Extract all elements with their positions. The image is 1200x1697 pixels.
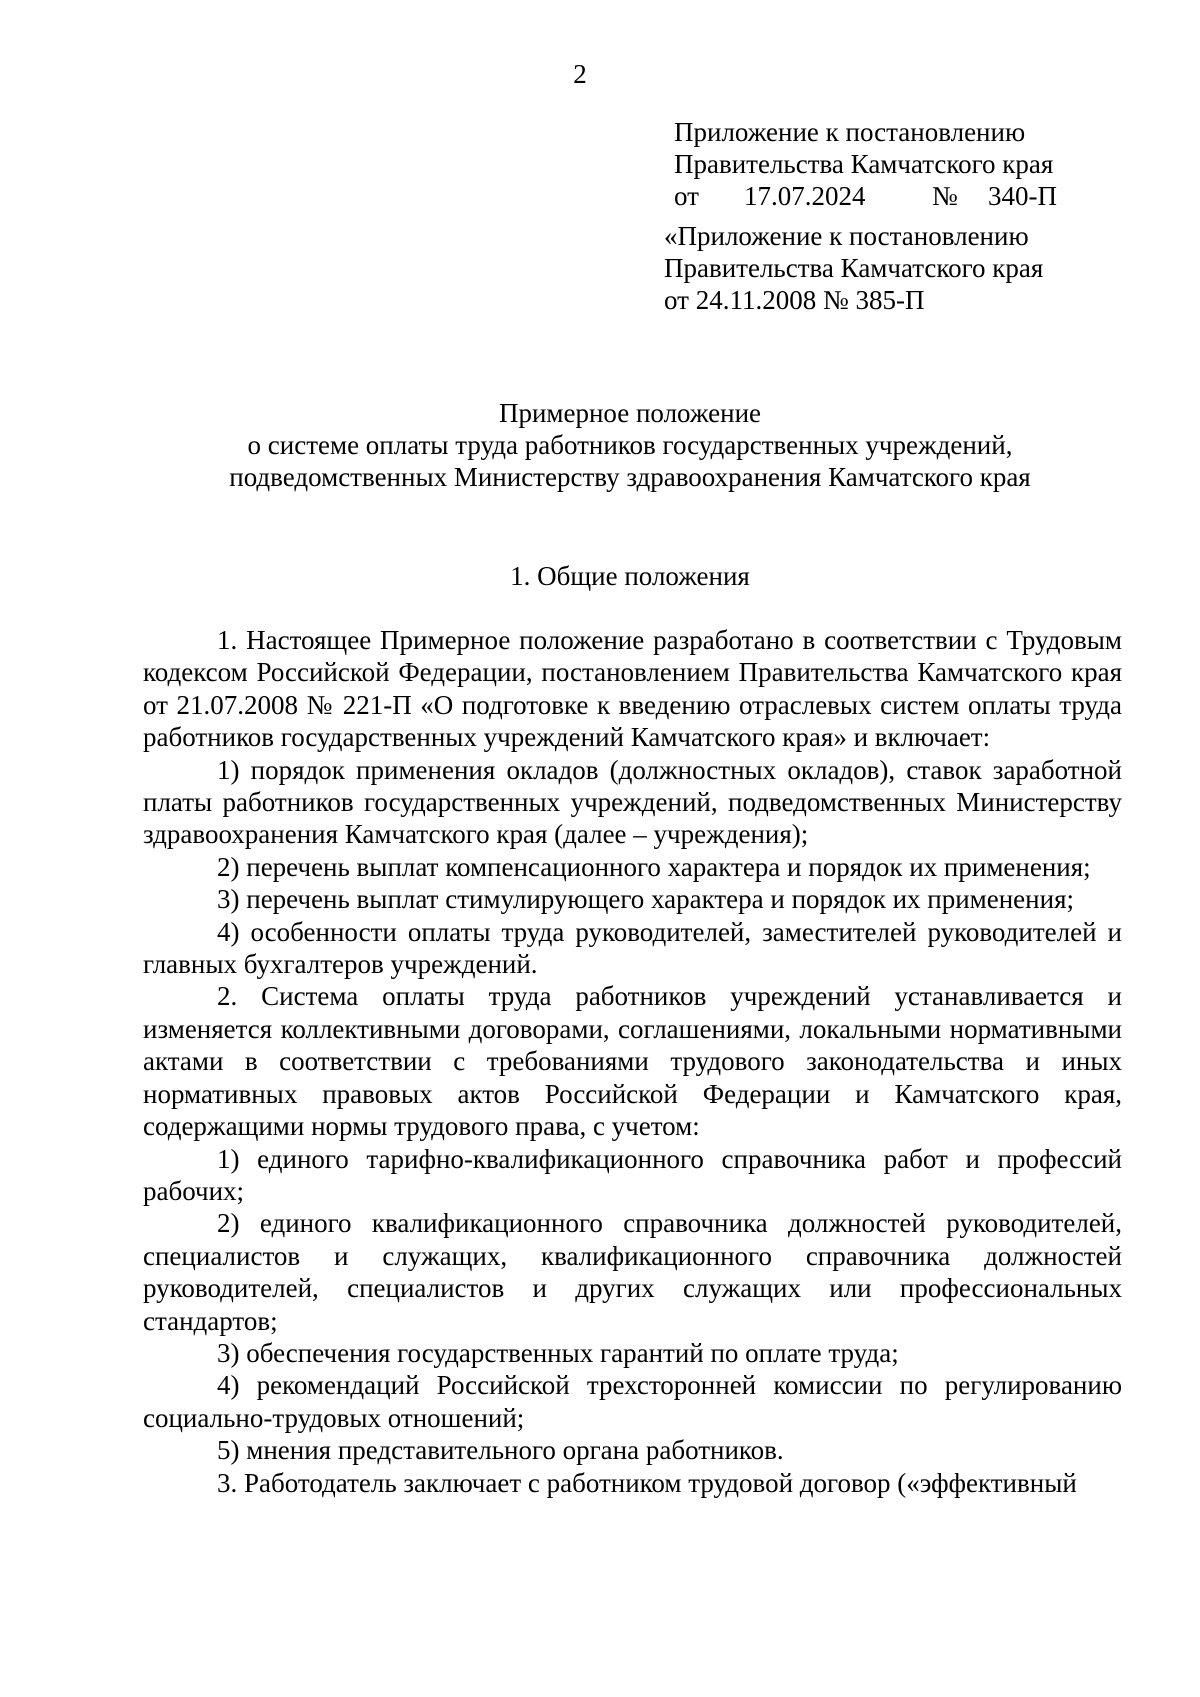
number-sign: № (932, 181, 958, 211)
appendix-current-date-line (674, 180, 1057, 212)
paragraph: 2) единого квалификационного справочника должностей руководителей, специалистов и служащих, квалификационного справочника должностей руководителей, специалистов и других служащих или профессиональных стандартов; (143, 1208, 1122, 1336)
appendix-number: 340-П (988, 181, 1057, 211)
page-number: 2 (573, 59, 587, 89)
appendix-current-line2: Правительства Камчатского края (674, 149, 1054, 179)
paragraph: 4) рекомендаций Российской трехсторонней комиссии по регулированию социально-трудовых отношений; (143, 1370, 1122, 1433)
appendix-previous-line3: от 24.11.2008 № 385-П (664, 285, 925, 315)
paragraph: 3) обеспечения государственных гарантий по оплате труда; (217, 1337, 899, 1368)
appendix-current-line1: Приложение к постановлению (674, 117, 1026, 147)
appendix-date: 17.07.2024 (744, 181, 866, 211)
paragraph: 3) перечень выплат стимулирующего характера и порядок их применения; (217, 884, 1074, 915)
paragraph: 4) особенности оплаты труда руководителей, заместителей руководителей и главных бухгалтеров учреждений. (143, 916, 1122, 980)
paragraph: 5) мнения представительного органа работников. (217, 1435, 784, 1466)
paragraph: 2. Система оплаты труда работников учреждений устанавливается и изменяется коллективными договорами, соглашениями, локальными нормативными актами в соответствии с требованиями трудового законодательства и иных нормативных правовых актов Российской Федерации и Камчатского края, содержащими нормы трудового права, с учетом: (143, 981, 1122, 1142)
appendix-previous-line1: «Приложение к постановлению (664, 221, 1029, 251)
paragraph: 1) единого тарифно-квалификационного справочника работ и профессий рабочих; (143, 1143, 1122, 1206)
paragraph: 1. Настоящее Примерное положение разработано в соответствии с Трудовым кодексом Российской Федерации, постановлением Правительства Камчатского края от 21.07.2008 № 221-П «О подготовке к введению отраслевых систем оплаты труда работников государственных учреждений Камчатского края» и включает: (143, 625, 1122, 753)
document-body (143, 624, 1122, 1499)
section-heading: 1. Общие положения (510, 561, 750, 591)
paragraph: 3. Работодатель заключает с работником трудовой договор («эффективный (217, 1467, 1077, 1498)
appendix-previous-line2: Правительства Камчатского края (664, 253, 1044, 283)
title-line3: подведомственных Министерству здравоохранения Камчатского края (229, 462, 1031, 492)
document-title (140, 397, 1120, 493)
date-prefix: от (674, 181, 699, 211)
paragraph: 2) перечень выплат компенсационного характера и порядок их применения; (217, 851, 1091, 882)
appendix-reference-previous (664, 220, 1043, 316)
title-line1: Примерное положение (498, 398, 762, 428)
appendix-reference-current (674, 116, 1057, 212)
paragraph: 1) порядок применения окладов (должностных окладов), ставок заработной платы работников государственных учреждений, подведомственных Министерству здравоохранения Камчатского края (далее – учреждения); (143, 754, 1122, 850)
title-line2: о системе оплаты труда работников государственных учреждений, (247, 430, 1013, 460)
